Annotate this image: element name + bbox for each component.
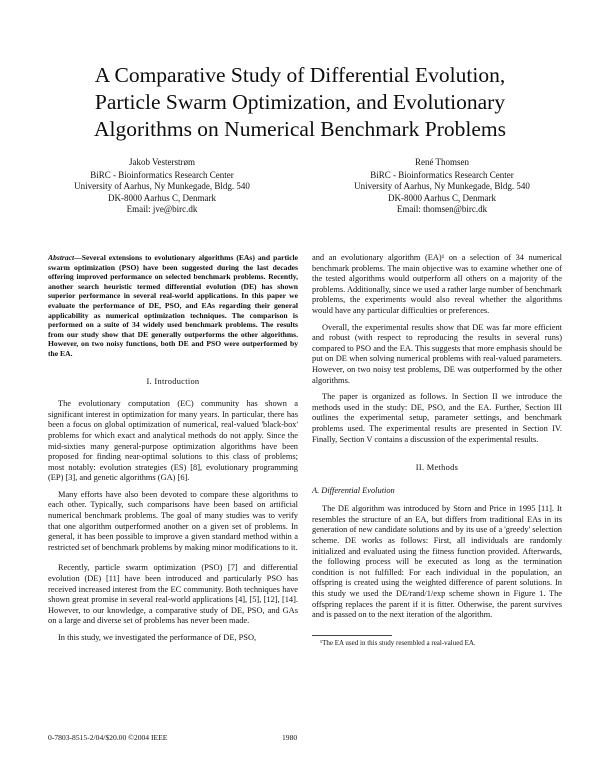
author-name: René Thomsen [414,157,470,167]
author-email[interactable]: Email: thomsen@birc.dk [396,203,488,214]
author-name: Jakob Vesterstrøm [128,157,196,167]
intro-paragraph: The evolutionary computation (EC) community has shown a significant interest in optimization for many years. In particular, there has been a focus on global optimization of numerical, real-valued 'black-box' problems for which exact and analytical methods do not apply. Since the mid-sixties many general-purpose optimization algorithms have been proposed for finding near-optimal solutions to this class of problems; most notably: evolution strategies (ES) [8], evolutionary programming (EP) [3], and genetic algorithms (GA) [6]. [48,399,298,483]
intro-paragraph: Recently, particle swarm optimization (PSO) [7] and differential evolution (DE) [11] have been introduced and particularly PSO has received increased interest from the EC community. Both techniques have shown great promise in several real-world applications [4], [5], [12], [14]. However, to our knowledge, a comparative study of DE, PSO, and GAs on a large and diverse set of problems has never been made. [48,563,298,626]
author-email[interactable]: Email: jve@birc.dk [126,203,198,214]
de-paragraph: The DE algorithm was introduced by Storn and Price in 1995 [11]. It resembles the structure of an EA, but differs from traditional EAs in its generation of new candidate solutions and by its use of a 'greedy' selection scheme. DE works as follows: First, all individuals are randomly initialized and evaluated using the fitness function provided. Afterwards, the following process will be executed as long as the termination condition is not fulfilled: For each individual in the population, an offspring is created using the weighted difference of parent solutions. In this study we used the DE/rand/1/exp scheme shown in Figure 1. The offspring replaces the parent if it is fitter. Otherwise, the parent survives and is passed on to the next iteration of the algorithm. [312,504,562,620]
left-column [48,253,298,650]
author-block-2 [322,157,562,215]
footer-copyright: 0-7803-8515-2/04/$20.00 ©2004 IEEE [48,733,168,742]
section-heading-introduction: I. Introduction [146,376,200,386]
author-address: University of Aarhus, Ny Munkegade, Bldg. 540 [354,181,530,192]
body-paragraph: The paper is organized as follows. In Section II we introduce the methods used in the study: DE, PSO, and the EA. Further, Section III outlines the experimental setup, parameter settings, and benchmark problems used. The experimental results are presented in Section IV. Finally, Section V contains a discussion of the experimental results. [312,392,562,444]
title-line: Algorithms on Numerical Benchmark Problems [93,117,506,141]
abstract-lead: Abstract [48,253,75,262]
intro-paragraph: Many efforts have also been devoted to compare these algorithms to each other. Typically, such comparisons have been based on artificial numerical benchmark problems. The goal of many studies was to verify that one algorithm outperformed another on a given set of problems. In general, it has been possible to improve a given standard method within a restricted set of benchmark problems by making minor modifications to it. [48,489,298,552]
title-line: A Comparative Study of Differential Evolution, [94,63,506,87]
abstract [48,253,298,359]
footnote: ¹The EA used in this study resembled a real-valued EA. [320,638,476,647]
author-block-1 [42,157,282,215]
author-affiliation: BiRC - Bioinformatics Research Center [90,170,234,181]
intro-paragraph: In this study, we investigated the performance of DE, PSO, [58,633,257,642]
footnote-divider [312,635,392,636]
body-paragraph: and an evolutionary algorithm (EA)¹ on a selection of 34 numerical benchmark problems. The main objective was to examine whether one of the tested algorithms would outperform all others on a majority of the problems. Additionally, since we used a rather large number of benchmark problems, the experiments would also reveal whether the algorithms would have any particular difficulties or preferences. [312,253,562,315]
author-address: DK-8000 Aarhus C, Denmark [108,192,216,203]
abstract-text: —Several extensions to evolutionary algorithms (EAs) and particle swarm optimization (PSO) have been suggested during the last decades offering improved performance on selected benchmark problems. Recently, another search heuristic termed differential evolution (DE) has shown superior performance in several real-world applications. In this paper we evaluate the performance of DE, PSO, and EAs regarding their general applicability as numerical optimization techniques. The comparison is performed on a suite of 34 widely used benchmark problems. The results from our study show that DE generally outperforms the other algorithms. However, on two noisy functions, both DE and PSO were outperformed by the EA. [48,253,298,358]
section-heading-methods: II. Methods [415,463,459,473]
author-affiliation: BiRC - Bioinformatics Research Center [370,170,514,181]
title-line: Particle Swarm Optimization, and Evolutionary [94,90,506,114]
right-column [312,253,562,648]
author-address: DK-8000 Aarhus C, Denmark [388,192,496,203]
subsection-heading-de: A. Differential Evolution [312,485,395,495]
body-paragraph: Overall, the experimental results show that DE was far more efficient and robust (with respect to reproducing the results in several runs) compared to PSO and the EA. This suggests that more emphasis should be put on DE when solving numerical problems with real-valued parameters. However, on two noisy test problems, DE was outperformed by the other algorithms. [312,322,562,385]
page-number: 1980 [282,733,298,742]
paper-title [40,62,560,143]
author-address: University of Aarhus, Ny Munkegade, Bldg. 540 [74,181,250,192]
